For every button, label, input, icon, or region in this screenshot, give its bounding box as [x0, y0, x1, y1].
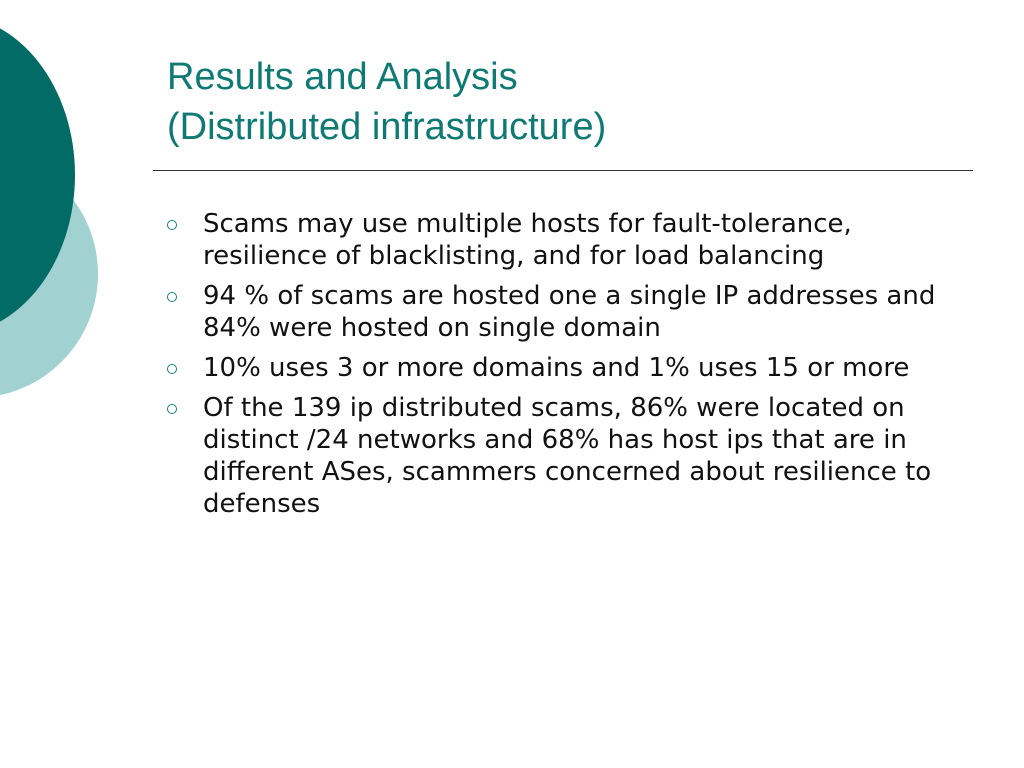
bullet-text: Of the 139 ip distributed scams, 86% were located on distinct /24 networks and 68% has host ips that are in different ASes, scammers concerned about resilience to defenses	[203, 393, 932, 519]
slide-title-line-2: (Distributed infrastructure)	[167, 106, 607, 148]
hollow-circle-icon	[167, 364, 177, 374]
hollow-circle-icon	[167, 220, 177, 230]
bullet-item	[162, 392, 972, 520]
bullet-list	[162, 208, 972, 528]
bullet-text: 10% uses 3 or more domains and 1% uses 15 or more	[203, 353, 910, 383]
bullet-text: 94 % of scams are hosted one a single IP addresses and 84% were hosted on single domain	[203, 281, 936, 343]
bullet-item	[162, 208, 972, 272]
slide-title-line-1: Results and Analysis	[167, 56, 518, 98]
slide-title	[167, 52, 606, 152]
title-divider	[153, 170, 973, 171]
bullet-item	[162, 352, 972, 384]
hollow-circle-icon	[167, 404, 177, 414]
hollow-circle-icon	[167, 292, 177, 302]
bullet-item	[162, 280, 972, 344]
bullet-text: Scams may use multiple hosts for fault-tolerance, resilience of blacklisting, and for load balancing	[203, 209, 852, 271]
